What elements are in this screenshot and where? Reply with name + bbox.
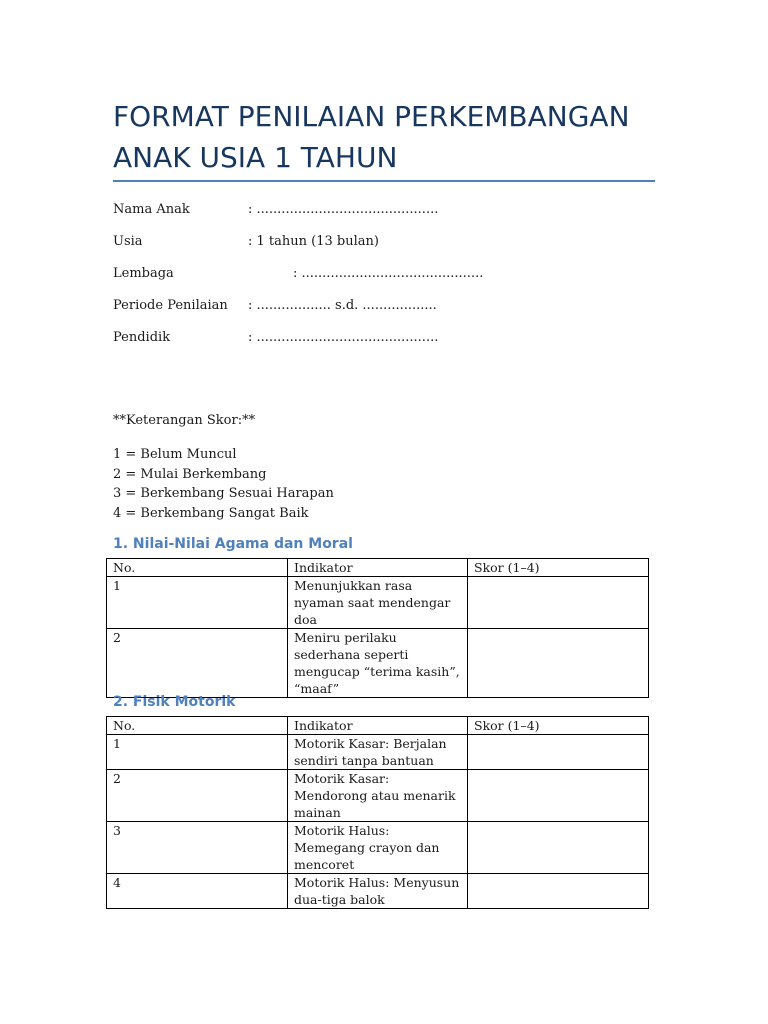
table-row xyxy=(107,735,649,770)
field-label: Pendidik xyxy=(113,330,171,345)
field-label: Periode Penilaian xyxy=(113,298,228,313)
table-row xyxy=(107,629,649,698)
cell-no: 3 xyxy=(107,822,288,874)
legend-item: 3 = Berkembang Sesuai Harapan xyxy=(113,486,334,501)
field-value: : ............................................ xyxy=(248,330,439,345)
table-header-row xyxy=(107,717,649,735)
title-underline xyxy=(113,180,655,182)
cell-no: 2 xyxy=(107,629,288,698)
title-line-2: ANAK USIA 1 TAHUN xyxy=(113,141,398,174)
table-fisik-motorik xyxy=(106,716,649,909)
cell-no: 1 xyxy=(107,735,288,770)
col-header-indikator: Indikator xyxy=(288,717,468,735)
field-value: : 1 tahun (13 bulan) xyxy=(248,234,379,249)
cell-skor[interactable] xyxy=(468,577,649,629)
cell-indikator: Menunjukkan rasa nyaman saat mendengar doa xyxy=(288,577,468,629)
legend-heading: **Keterangan Skor:** xyxy=(113,413,256,428)
cell-no: 4 xyxy=(107,874,288,909)
table-row xyxy=(107,822,649,874)
col-header-no: No. xyxy=(107,717,288,735)
cell-indikator: Meniru perilaku sederhana seperti mengucap “terima kasih”, “maaf” xyxy=(288,629,468,698)
cell-skor[interactable] xyxy=(468,822,649,874)
field-label: Lembaga xyxy=(113,266,174,281)
legend-item: 1 = Belum Muncul xyxy=(113,447,237,462)
col-header-no: No. xyxy=(107,559,288,577)
field-value: : ............................................ xyxy=(293,266,484,281)
field-label: Nama Anak xyxy=(113,202,190,217)
section-heading-fisik-motorik: 2. Fisik Motorik xyxy=(113,694,236,710)
cell-skor[interactable] xyxy=(468,735,649,770)
col-header-indikator: Indikator xyxy=(288,559,468,577)
table-row xyxy=(107,874,649,909)
table-header-row xyxy=(107,559,649,577)
col-header-skor: Skor (1–4) xyxy=(468,717,649,735)
cell-indikator: Motorik Halus: Menyusun dua-tiga balok xyxy=(288,874,468,909)
field-label: Usia xyxy=(113,234,143,249)
score-legend xyxy=(113,445,334,523)
table-row xyxy=(107,770,649,822)
cell-no: 1 xyxy=(107,577,288,629)
cell-skor[interactable] xyxy=(468,874,649,909)
table-row xyxy=(107,577,649,629)
title-line-1: FORMAT PENILAIAN PERKEMBANGAN xyxy=(113,100,630,133)
cell-skor[interactable] xyxy=(468,629,649,698)
legend-item: 2 = Mulai Berkembang xyxy=(113,466,267,482)
legend-item: 4 = Berkembang Sangat Baik xyxy=(113,505,309,521)
field-value: : ............................................ xyxy=(248,202,439,217)
cell-no: 2 xyxy=(107,770,288,822)
page-title xyxy=(113,96,673,178)
cell-skor[interactable] xyxy=(468,770,649,822)
cell-indikator: Motorik Kasar: Mendorong atau menarik mainan xyxy=(288,770,468,822)
field-value: : .................. s.d. .................. xyxy=(248,298,437,313)
section-heading-agama-moral: 1. Nilai-Nilai Agama dan Moral xyxy=(113,536,353,552)
col-header-skor: Skor (1–4) xyxy=(468,559,649,577)
cell-indikator: Motorik Kasar: Berjalan sendiri tanpa bantuan xyxy=(288,735,468,770)
table-agama-moral xyxy=(106,558,649,698)
cell-indikator: Motorik Halus: Memegang crayon dan mencoret xyxy=(288,822,468,874)
